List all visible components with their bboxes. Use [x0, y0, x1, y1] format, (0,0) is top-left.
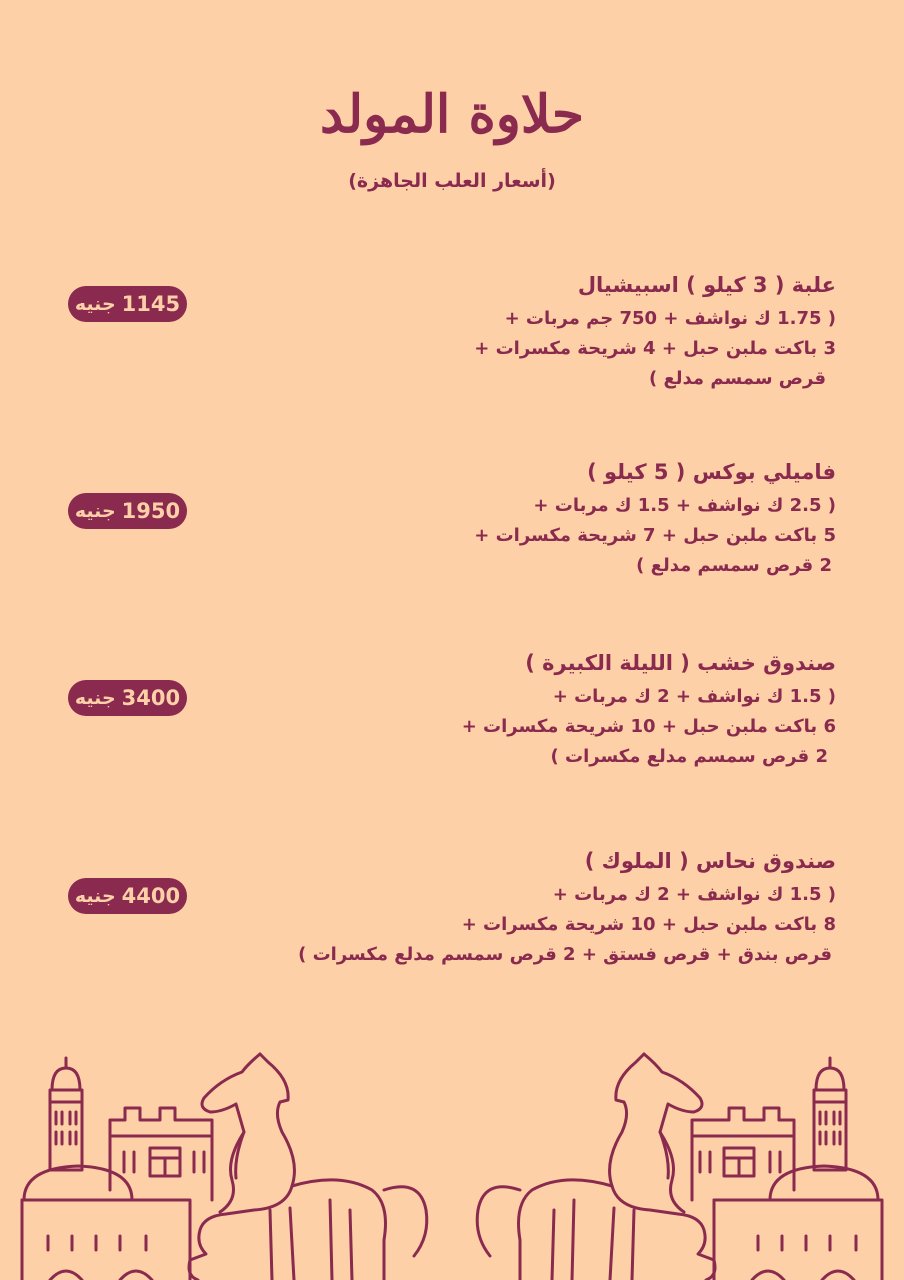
- price-value: 4400: [121, 884, 181, 908]
- menu-item-wood-box: [60, 648, 836, 788]
- item-line: ( 1.75 ك نواشف + 750 جم مربات +: [504, 308, 836, 329]
- item-name: صندوق نحاس ( الملوك ): [584, 849, 836, 873]
- item-line: 2 قرص سمسم مدلع مكسرات ): [550, 746, 828, 767]
- item-line: 5 باكت ملبن حبل + 7 شريحة مكسرات +: [474, 525, 836, 546]
- price-currency: جنيه: [74, 687, 116, 709]
- minaret-left-icon: [50, 1058, 82, 1170]
- price-currency: جنيه: [74, 885, 116, 907]
- page-title: حلاوة المولد: [320, 84, 584, 145]
- price-badge: [68, 878, 187, 914]
- item-details: [236, 846, 836, 970]
- menu-item-family-box: [60, 457, 836, 597]
- item-line: 6 باكت ملبن حبل + 10 شريحة مكسرات +: [461, 716, 836, 737]
- item-line: قرص بندق + قرص فستق + 2 قرص سمسم مدلع مكسرات ): [298, 944, 832, 965]
- price-currency: جنيه: [74, 293, 116, 315]
- item-line: 8 باكت ملبن حبل + 10 شريحة مكسرات +: [461, 914, 836, 935]
- page-subtitle: (أسعار العلب الجاهزة): [348, 170, 556, 192]
- price-badge: [68, 680, 187, 716]
- item-details: [236, 457, 836, 581]
- item-details: [236, 648, 836, 772]
- menu-item-special: [60, 270, 836, 410]
- menu-item-copper-box: [60, 846, 836, 986]
- horse-left-icon: [189, 1054, 427, 1280]
- horse-right-icon: [477, 1054, 715, 1280]
- price-value: 1145: [121, 292, 181, 316]
- item-line: ( 1.5 ك نواشف + 2 ك مربات +: [552, 686, 836, 707]
- item-name: صندوق خشب ( الليلة الكبيرة ): [525, 651, 836, 675]
- price-value: 1950: [121, 499, 181, 523]
- item-line: قرص سمسم مدلع ): [648, 368, 826, 389]
- price-badge: [68, 493, 187, 529]
- item-line: 2 قرص سمسم مدلع ): [636, 555, 832, 576]
- item-name: فاميلي بوكس ( 5 كيلو ): [587, 460, 836, 484]
- item-line: 3 باكت ملبن حبل + 4 شريحة مكسرات +: [474, 338, 836, 359]
- mawlid-horses-illustration: [0, 1040, 904, 1280]
- item-line: ( 1.5 ك نواشف + 2 ك مربات +: [552, 884, 836, 905]
- price-value: 3400: [121, 686, 181, 710]
- item-line: ( 2.5 ك نواشف + 1.5 ك مربات +: [533, 495, 836, 516]
- item-name: علبة ( 3 كيلو ) اسبيشيال: [577, 273, 836, 297]
- price-badge: [68, 286, 187, 322]
- price-currency: جنيه: [74, 500, 116, 522]
- item-details: [236, 270, 836, 394]
- minaret-right-icon: [814, 1058, 846, 1170]
